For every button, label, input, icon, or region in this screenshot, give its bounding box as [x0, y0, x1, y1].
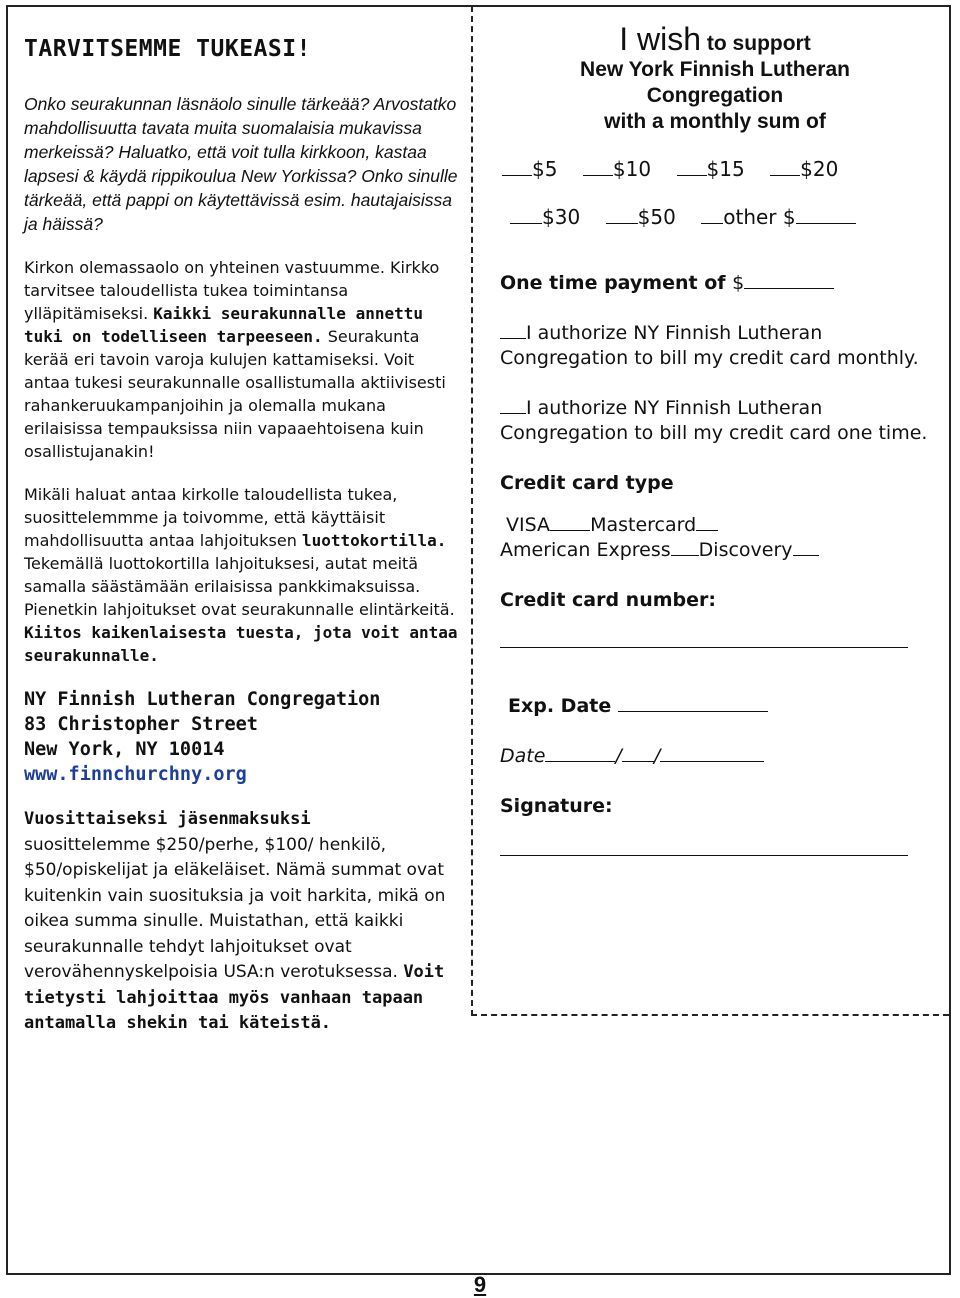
- amount-20: $20: [800, 157, 839, 181]
- wish-heading: [500, 21, 930, 135]
- dues-emphasis: Voit tietysti lahjoittaa myös vanhaan tapaan antamalla shekin tai käteistä.: [24, 962, 445, 1033]
- amount-row-1: [500, 157, 930, 181]
- amount-10-checkbox[interactable]: [583, 161, 613, 176]
- card-amex: American Express: [500, 539, 671, 561]
- amount-50: $50: [637, 205, 676, 229]
- signature-label: Signature:: [500, 795, 613, 817]
- dues-text: suosittelemme $250/perhe, $100/ henkilö, $50/opiskelijat ja eläkeläiset. Nämä summat ovat kuitenkin vain suosituksia ja voit harkita, mikä on oikea summa sinulle. Muistathan, että kaikki seurakunnalle tehdyt lahjoitukset ovat verovähennyskelpoisia USA:n verotuksessa.: [24, 834, 446, 982]
- address-line-3: New York, NY 10014: [24, 739, 225, 760]
- card-discovery-checkbox[interactable]: [793, 541, 819, 556]
- support-emphasis: Kaikki seurakunnalle annettu tuki on todelliseen tarpeeseen.: [24, 304, 423, 346]
- cut-line-vertical: [471, 6, 473, 1016]
- membership-dues: [24, 807, 464, 1037]
- support-paragraph: [24, 256, 464, 463]
- exp-date-label: Exp. Date: [508, 695, 612, 717]
- authorize-once-text: I authorize NY Finnish Lutheran Congregation to bill my credit card one time.: [500, 397, 928, 444]
- amount-30: $30: [542, 205, 581, 229]
- authorize-monthly-text: I authorize NY Finnish Lutheran Congregation to bill my credit card monthly.: [500, 322, 919, 369]
- other-amount-field[interactable]: [796, 209, 856, 224]
- date-row: [500, 744, 930, 769]
- card-visa: VISA: [506, 514, 551, 536]
- card-visa-checkbox[interactable]: [550, 516, 590, 531]
- exp-date: [500, 694, 930, 719]
- date-slash-2: /: [653, 745, 661, 767]
- amount-other-checkbox[interactable]: [701, 209, 723, 224]
- amount-5-checkbox[interactable]: [502, 161, 532, 176]
- dues-title: Vuosittaiseksi jäsenmaksuksi: [24, 809, 311, 829]
- donation-form: [500, 21, 930, 856]
- org-line-2: Congregation: [646, 84, 784, 107]
- authorize-monthly: [500, 321, 930, 371]
- support-text-continued: Seurakunta kerää eri tavoin varoja kulujen kattamiseksi. Voit antaa tukesi seurakunnalle osallistumalla aktiivisesti rahankeruukampanjoihin ja olemalla mukana erilaisissa tempauksissa niin vapaaehtoisena kuin osallistujanakin!: [24, 327, 446, 461]
- amount-15-checkbox[interactable]: [677, 161, 707, 176]
- amount-20-checkbox[interactable]: [770, 161, 800, 176]
- card-mastercard-checkbox[interactable]: [696, 516, 718, 531]
- card-amex-checkbox[interactable]: [671, 541, 699, 556]
- amount-5: $5: [532, 157, 558, 181]
- website-link[interactable]: www.finnchurchny.org: [24, 764, 247, 785]
- card-discovery: Discovery: [698, 539, 793, 561]
- credit-emphasis: luottokortilla.: [301, 531, 447, 550]
- amount-30-checkbox[interactable]: [510, 209, 542, 224]
- intro-paragraph: Onko seurakunnan läsnäolo sinulle tärkeää? Arvostatko mahdollisuutta tavata muita suomalaisia mukavissa merkeissä? Haluatko, että voit tulla kirkkoon, kastaa lapsesi & käydä rippikoulua New Yorkissa? Onko sinulle tärkeää, että pappi on käytettävissä esim. hautajaisissa ja häissä?: [24, 94, 458, 234]
- dollar-sign: $: [732, 272, 745, 294]
- authorize-once-checkbox[interactable]: [500, 399, 526, 414]
- amount-row-2: [500, 205, 930, 229]
- date-slash-1: /: [615, 745, 622, 767]
- page-title: TARVITSEMME TUKEASI!: [24, 36, 311, 62]
- exp-date-field[interactable]: [618, 697, 768, 712]
- left-column: [24, 30, 464, 1037]
- date-year-field[interactable]: [660, 747, 764, 762]
- amount-50-checkbox[interactable]: [606, 209, 638, 224]
- org-line-3: with a monthly sum of: [604, 110, 826, 133]
- card-number-field[interactable]: [500, 647, 908, 648]
- credit-card-paragraph: [24, 483, 464, 667]
- org-line-1: New York Finnish Lutheran: [580, 58, 850, 81]
- card-type-options: [500, 513, 930, 563]
- amount-10: $10: [612, 157, 652, 181]
- amount-other: other $: [723, 205, 796, 229]
- one-time-amount-field[interactable]: [744, 274, 834, 289]
- page-number: 9: [473, 1272, 487, 1297]
- church-address: [24, 687, 464, 787]
- date-label: Date: [500, 745, 546, 767]
- address-line-1: NY Finnish Lutheran Congregation: [24, 689, 381, 710]
- credit-text-continued: Tekemällä luottokortilla lahjoituksesi, autat meitä samalla säästämään erilaisissa pankkimaksuissa. Pienetkin lahjoitukset ovat seurakunnalle elintärkeitä.: [24, 554, 455, 619]
- one-time-payment: [500, 271, 930, 296]
- wish-rest: to support: [706, 32, 811, 55]
- card-type-label: Credit card type: [500, 472, 674, 494]
- one-time-label: One time payment of: [500, 272, 726, 294]
- support-text: Kirkon olemassaolo on yhteinen vastuumme. Kirkko tarvitsee taloudellista tukea toimintansa ylläpitämiseksi.: [24, 258, 440, 323]
- cut-line-horizontal: [471, 1014, 949, 1016]
- thanks-emphasis: Kiitos kaikenlaisesta tuesta, jota voit antaa seurakunnalle.: [24, 623, 458, 665]
- date-day-field[interactable]: [622, 747, 654, 762]
- signature-field[interactable]: [500, 855, 908, 856]
- credit-text: Mikäli haluat antaa kirkolle taloudellista tukea, suosittelemmme ja toivomme, että käyttäisit mahdollisuutta antaa lahjoituksen: [24, 485, 398, 550]
- date-month-field[interactable]: [545, 747, 615, 762]
- address-line-2: 83 Christopher Street: [24, 714, 258, 735]
- card-number-label: Credit card number:: [500, 589, 716, 611]
- authorize-monthly-checkbox[interactable]: [500, 324, 526, 339]
- card-mastercard: Mastercard: [590, 514, 697, 536]
- amount-15: $15: [706, 157, 745, 181]
- authorize-once: [500, 396, 930, 446]
- wish-big: I wish: [619, 21, 702, 57]
